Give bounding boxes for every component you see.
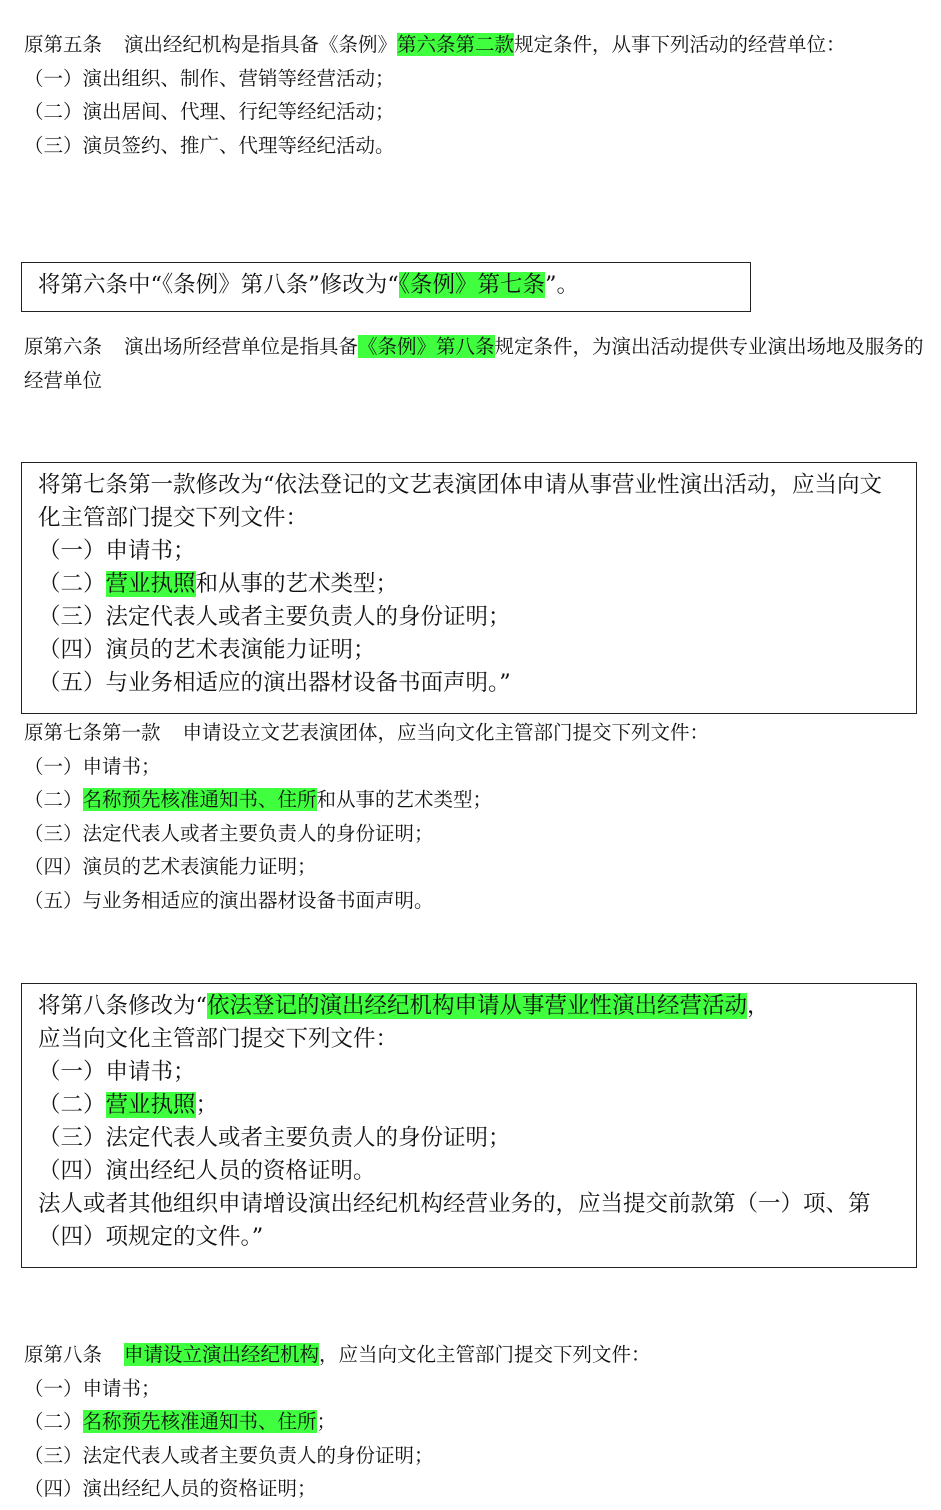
list-item: （三）法定代表人或者主要负责人的身份证明； — [38, 1125, 511, 1151]
amendment-box-8 — [21, 983, 917, 1268]
amendment-8-item-2-suffix: ； — [195, 1092, 219, 1118]
list-item: （一）演出组织、制作、营销等经营活动； — [24, 66, 395, 90]
list-item: （四）演出经纪人员的资格证明； — [24, 1477, 317, 1500]
list-item: （四）演员的艺术表演能力证明； — [24, 855, 317, 878]
article-6-text — [24, 330, 924, 397]
article-5-text — [24, 28, 924, 62]
original-article-8 — [24, 1338, 924, 1506]
amendment-6-part1: 将第六条中“《条例》第八条”修改为“ — [38, 272, 399, 298]
amendment-6-part2: ”。 — [545, 272, 580, 298]
amendment-8-part2: ， — [747, 993, 770, 1019]
amendment-6-highlight: 《条例》第七条 — [398, 272, 546, 298]
list-item — [24, 783, 924, 817]
original-article-6 — [24, 330, 924, 397]
article-8-item-2-suffix: ； — [316, 1410, 337, 1433]
list-item — [24, 1405, 924, 1439]
list-item — [38, 535, 902, 568]
amendment-8-item-2-prefix: （二） — [38, 1092, 106, 1118]
article-7-item-2-suffix: 和从事的艺术类型； — [316, 788, 493, 811]
amendment-7-item-2-prefix: （二） — [38, 571, 106, 597]
article-5-part1: 演出经纪机构是指具备《条例》 — [124, 33, 398, 56]
list-item: （三）法定代表人或者主要负责人的身份证明； — [38, 604, 511, 630]
amendment-box-6 — [21, 262, 751, 312]
article-5-part2: 规定条件，从事下列活动的经营单位： — [514, 33, 846, 56]
article-6-label: 原第六条 — [24, 335, 103, 358]
article-7-label: 原第七条第一款 — [24, 721, 161, 744]
list-item: （四）演员的艺术表演能力证明； — [38, 637, 376, 663]
list-item: （一）申请书； — [24, 1376, 161, 1400]
article-5-highlight: 第六条第二款 — [397, 33, 515, 56]
list-item: （四）演出经纪人员的资格证明。 — [38, 1158, 376, 1184]
original-article-7 — [24, 716, 924, 917]
article-7-part1: 申请设立文艺表演团体，应当向文化主管部门提交下列文件： — [182, 721, 710, 744]
list-item — [38, 1089, 902, 1122]
article-6-highlight: 《条例》第八条 — [358, 335, 495, 358]
amendment-8-line-2: 应当向文化主管部门提交下列文件： — [38, 1026, 399, 1052]
article-8-label: 原第八条 — [24, 1343, 103, 1366]
amendment-7-item-2-highlight: 营业执照 — [105, 571, 196, 597]
article-8-item-2-highlight: 名称预先核准通知书、住所 — [82, 1410, 317, 1433]
article-7-text — [24, 716, 924, 750]
article-6-part1: 演出场所经营单位是指具备 — [124, 335, 359, 358]
amendment-7-item-2-suffix: 和从事的艺术类型； — [195, 571, 399, 597]
list-item: （三）演员签约、推广、代理等经纪活动。 — [24, 133, 395, 157]
amendment-7-intro: 将第七条第一款修改为“依法登记的文艺表演团体申请从事营业性演出活动，应当向文化主管部门提交下列文件： — [38, 472, 883, 531]
original-article-5 — [24, 28, 924, 162]
amendment-8-item-2-highlight: 营业执照 — [105, 1092, 196, 1118]
article-7-item-2-highlight: 名称预先核准通知书、住所 — [82, 788, 317, 811]
list-item: （三）法定代表人或者主要负责人的身份证明； — [24, 1443, 434, 1467]
article-8-text — [24, 1338, 924, 1372]
list-item: （五）与业务相适应的演出器材设备书面声明。 — [24, 888, 434, 912]
article-8-part1: ，应当向文化主管部门提交下列文件： — [319, 1343, 651, 1366]
list-item: （三）法定代表人或者主要负责人的身份证明； — [24, 821, 434, 845]
amendment-6-text — [38, 269, 736, 302]
amendment-8-tail: 法人或者其他组织申请增设演出经纪机构经营业务的，应当提交前款第（一）项、第（四）项规定的文件。” — [38, 1191, 871, 1250]
list-item: （一）申请书； — [38, 1059, 196, 1085]
amendment-8-part1: 将第八条修改为“ — [38, 993, 208, 1019]
article-8-item-2-prefix: （二） — [24, 1410, 83, 1433]
amendment-8-highlight: 依法登记的演出经纪机构申请从事营业性演出经营活动 — [207, 993, 748, 1019]
article-6-part2: 规定条件，为演出活动提供专业演出场地及服务的经营单位 — [24, 335, 924, 392]
list-item: （二）演出居间、代理、行纪等经纪活动； — [24, 100, 395, 123]
amendment-8-intro — [38, 990, 902, 1023]
amendment-box-7 — [21, 462, 917, 714]
list-item: （一）申请书； — [24, 754, 161, 778]
list-item: （五）与业务相适应的演出器材设备书面声明。” — [38, 670, 511, 696]
article-5-label: 原第五条 — [24, 33, 103, 56]
article-7-item-2-prefix: （二） — [24, 788, 83, 811]
amendment-7-item-1: （一）申请书； — [38, 538, 196, 564]
list-item — [38, 568, 902, 601]
article-8-highlight: 申请设立演出经纪机构 — [124, 1343, 320, 1366]
